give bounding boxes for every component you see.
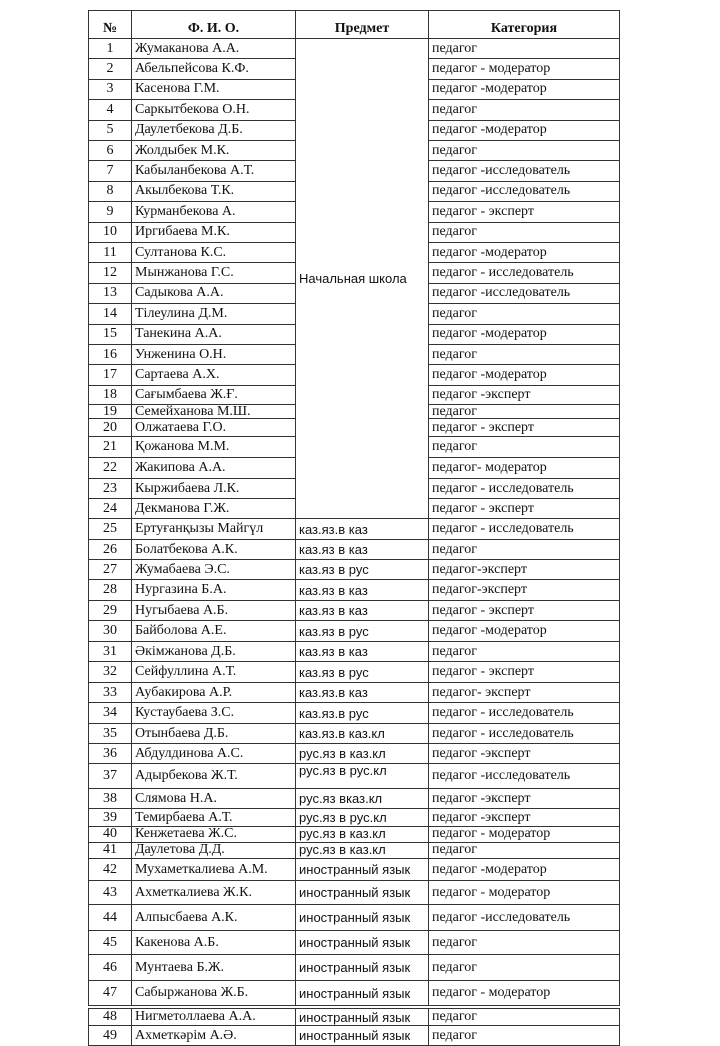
- category: педагог -модератор: [428, 79, 620, 99]
- category: педагог -исследователь: [428, 181, 620, 201]
- row-number: 29: [88, 600, 131, 620]
- row-number: 17: [88, 364, 131, 385]
- table-row: [88, 858, 620, 880]
- row-number: 16: [88, 344, 131, 364]
- teacher-name: Сейфуллина А.Т.: [131, 661, 295, 682]
- subject: каз.яз.в каз: [295, 518, 428, 539]
- row-number: 1: [88, 38, 131, 58]
- row-number: 11: [88, 242, 131, 262]
- teacher-name: Байболова А.Е.: [131, 620, 295, 641]
- row-number: 38: [88, 788, 131, 808]
- teacher-name: Аубакирова А.Р.: [131, 682, 295, 702]
- category: педагог: [428, 140, 620, 160]
- subject: каз.яз в каз: [295, 641, 428, 661]
- row-number: 14: [88, 303, 131, 323]
- category: педагог-эксперт: [428, 579, 620, 600]
- row-number: 37: [88, 763, 131, 788]
- teacher-name: Ахметкәрім А.Ә.: [131, 1025, 295, 1045]
- table-row: [88, 702, 620, 723]
- subject: каз.яз в рус: [295, 661, 428, 682]
- teacher-name: Декманова Г.Ж.: [131, 498, 295, 518]
- table-row: [88, 880, 620, 904]
- teacher-name: Жумабаева Э.С.: [131, 559, 295, 579]
- merged-subject-cell: Начальная школа: [295, 38, 428, 518]
- row-number: 26: [88, 539, 131, 559]
- row-number: 23: [88, 478, 131, 498]
- category: педагог: [428, 954, 620, 980]
- table-row: [88, 620, 620, 641]
- teacher-name: Акылбекова Т.К.: [131, 181, 295, 201]
- category: педагог - эксперт: [428, 600, 620, 620]
- teacher-name: Нигметоллаева А.А.: [131, 1008, 295, 1025]
- teacher-name: Семейханова М.Ш.: [131, 404, 295, 418]
- table-row: [88, 559, 620, 579]
- teacher-name: Әкімжанова Д.Б.: [131, 641, 295, 661]
- row-number: 12: [88, 262, 131, 282]
- category: педагог-эксперт: [428, 559, 620, 579]
- category: педагог: [428, 38, 620, 58]
- row-number: 39: [88, 808, 131, 826]
- row-number: 40: [88, 826, 131, 842]
- row-number: 4: [88, 99, 131, 119]
- table-header: [88, 10, 620, 38]
- teacher-name: Садыкова А.А.: [131, 283, 295, 303]
- teacher-name: Жакипова А.А.: [131, 457, 295, 478]
- subject: рус.яз в рус.кл: [295, 763, 428, 788]
- teacher-name: Абельпейсова К.Ф.: [131, 58, 295, 78]
- table-row: [88, 661, 620, 682]
- page-break-border: [88, 1005, 620, 1006]
- teacher-name: Тілеулина Д.М.: [131, 303, 295, 323]
- teacher-name: Какенова А.Б.: [131, 930, 295, 954]
- category: педагог - модератор: [428, 58, 620, 78]
- row-number: 41: [88, 842, 131, 858]
- subject: иностранный язык: [295, 930, 428, 954]
- table-row: [88, 1008, 620, 1025]
- teacher-name: Отынбаева Д.Б.: [131, 723, 295, 743]
- subject: каз.яз в рус: [295, 620, 428, 641]
- category: педагог - исследователь: [428, 262, 620, 282]
- row-number: 5: [88, 120, 131, 140]
- teacher-name: Кыржибаева Л.К.: [131, 478, 295, 498]
- category: педагог: [428, 1008, 620, 1025]
- teacher-name: Даулетбекова Д.Б.: [131, 120, 295, 140]
- category: педагог: [428, 303, 620, 323]
- category: педагог - исследователь: [428, 478, 620, 498]
- table-row: [88, 1025, 620, 1045]
- row-number: 44: [88, 904, 131, 930]
- teacher-name: Алпысбаева А.К.: [131, 904, 295, 930]
- row-number: 35: [88, 723, 131, 743]
- teacher-name: Унженина О.Н.: [131, 344, 295, 364]
- header-name: Ф. И. О.: [131, 10, 295, 38]
- category: педагог - эксперт: [428, 201, 620, 221]
- row-number: 45: [88, 930, 131, 954]
- table-row: [88, 723, 620, 743]
- category: педагог - модератор: [428, 880, 620, 904]
- category: педагог -модератор: [428, 858, 620, 880]
- table-row: [88, 579, 620, 600]
- category: педагог - исследователь: [428, 518, 620, 539]
- category: педагог- модератор: [428, 457, 620, 478]
- row-number: 47: [88, 980, 131, 1005]
- row-number: 30: [88, 620, 131, 641]
- row-number: 8: [88, 181, 131, 201]
- table-row: [88, 826, 620, 842]
- row-number: 31: [88, 641, 131, 661]
- row-number: 19: [88, 404, 131, 418]
- category: педагог -исследователь: [428, 160, 620, 180]
- teacher-name: Адырбекова Ж.Т.: [131, 763, 295, 788]
- subject: иностранный язык: [295, 954, 428, 980]
- category: педагог: [428, 539, 620, 559]
- table-row: [88, 763, 620, 788]
- category: педагог - модератор: [428, 826, 620, 842]
- teacher-name: Мунтаева Б.Ж.: [131, 954, 295, 980]
- table-row: [88, 930, 620, 954]
- row-number: 21: [88, 436, 131, 457]
- category: педагог -эксперт: [428, 788, 620, 808]
- row-number: 46: [88, 954, 131, 980]
- teacher-name: Жумаканова А.А.: [131, 38, 295, 58]
- subject: рус.яз в каз.кл: [295, 842, 428, 858]
- category: педагог -исследователь: [428, 283, 620, 303]
- row-number: 28: [88, 579, 131, 600]
- table-row: [88, 600, 620, 620]
- category: педагог -модератор: [428, 120, 620, 140]
- teacher-name: Нугыбаева А.Б.: [131, 600, 295, 620]
- category: педагог - эксперт: [428, 418, 620, 436]
- teacher-name: Касенова Г.М.: [131, 79, 295, 99]
- teacher-name: Кустаубаева З.С.: [131, 702, 295, 723]
- category: педагог: [428, 404, 620, 418]
- category: педагог: [428, 1025, 620, 1045]
- row-number: 34: [88, 702, 131, 723]
- teacher-name: Танекина А.А.: [131, 324, 295, 344]
- category: педагог: [428, 641, 620, 661]
- teacher-name: Ертуғанқызы Майгүл: [131, 518, 295, 539]
- category: педагог -исследователь: [428, 904, 620, 930]
- row-number: 15: [88, 324, 131, 344]
- teacher-name: Ахметкалиева Ж.К.: [131, 880, 295, 904]
- row-number: 49: [88, 1025, 131, 1045]
- teacher-name: Саркытбекова О.Н.: [131, 99, 295, 119]
- category: педагог: [428, 930, 620, 954]
- subject: каз.яз в рус: [295, 559, 428, 579]
- subject: иностранный язык: [295, 980, 428, 1005]
- subject: иностранный язык: [295, 858, 428, 880]
- teacher-name: Абдулдинова А.С.: [131, 743, 295, 763]
- subject: каз.яз.в рус: [295, 702, 428, 723]
- subject: иностранный язык: [295, 880, 428, 904]
- row-number: 3: [88, 79, 131, 99]
- category: педагог - модератор: [428, 980, 620, 1005]
- teacher-name: Даулетова Д.Д.: [131, 842, 295, 858]
- subject: каз.яз.в каз: [295, 682, 428, 702]
- table-row: [88, 682, 620, 702]
- table-row: [88, 788, 620, 808]
- subject: иностранный язык: [295, 904, 428, 930]
- table-row: [88, 641, 620, 661]
- row-number: 22: [88, 457, 131, 478]
- subject: каз.яз в каз: [295, 600, 428, 620]
- teacher-name: Мухаметкалиева А.М.: [131, 858, 295, 880]
- subject: рус.яз вказ.кл: [295, 788, 428, 808]
- teacher-name: Сабыржанова Ж.Б.: [131, 980, 295, 1005]
- subject: рус.яз в каз.кл: [295, 826, 428, 842]
- teacher-name: Сағымбаева Ж.Ғ.: [131, 385, 295, 404]
- teacher-name: Мынжанова Г.С.: [131, 262, 295, 282]
- teacher-name: Кабыланбекова А.Т.: [131, 160, 295, 180]
- row-number: 18: [88, 385, 131, 404]
- teacher-name: Болатбекова А.К.: [131, 539, 295, 559]
- subject: иностранный язык: [295, 1025, 428, 1045]
- subject: иностранный язык: [295, 1008, 428, 1025]
- row-number: 7: [88, 160, 131, 180]
- category: педагог -модератор: [428, 324, 620, 344]
- table-row: [88, 954, 620, 980]
- subject: рус.яз в каз.кл: [295, 743, 428, 763]
- header-num: №: [88, 10, 131, 38]
- category: педагог -эксперт: [428, 743, 620, 763]
- table-row: [88, 842, 620, 858]
- row-number: 32: [88, 661, 131, 682]
- row-number: 48: [88, 1008, 131, 1025]
- row-number: 25: [88, 518, 131, 539]
- teacher-name: Қожанова М.М.: [131, 436, 295, 457]
- subject: каз.яз в каз: [295, 579, 428, 600]
- category: педагог- эксперт: [428, 682, 620, 702]
- teacher-name: Жолдыбек М.К.: [131, 140, 295, 160]
- teacher-name: Олжатаева Г.О.: [131, 418, 295, 436]
- row-number: 36: [88, 743, 131, 763]
- teacher-name: Иргибаева М.К.: [131, 222, 295, 242]
- category: педагог: [428, 842, 620, 858]
- teacher-name: Курманбекова А.: [131, 201, 295, 221]
- row-number: 43: [88, 880, 131, 904]
- row-number: 42: [88, 858, 131, 880]
- teacher-name: Сартаева А.Х.: [131, 364, 295, 385]
- subject: каз.яз.в каз.кл: [295, 723, 428, 743]
- category: педагог -модератор: [428, 620, 620, 641]
- category: педагог - эксперт: [428, 498, 620, 518]
- table-row: [88, 743, 620, 763]
- category: педагог -эксперт: [428, 385, 620, 404]
- subject: рус.яз в рус.кл: [295, 808, 428, 826]
- row-number: 10: [88, 222, 131, 242]
- category: педагог -исследователь: [428, 763, 620, 788]
- category: педагог: [428, 344, 620, 364]
- category: педагог - исследователь: [428, 702, 620, 723]
- category: педагог -модератор: [428, 242, 620, 262]
- table-row: [88, 904, 620, 930]
- teacher-name: Кенжетаева Ж.С.: [131, 826, 295, 842]
- row-number: 27: [88, 559, 131, 579]
- row-number: 13: [88, 283, 131, 303]
- row-number: 2: [88, 58, 131, 78]
- teacher-name: Нургазина Б.А.: [131, 579, 295, 600]
- header-subject: Предмет: [295, 10, 428, 38]
- row-number: 24: [88, 498, 131, 518]
- category: педагог - эксперт: [428, 661, 620, 682]
- header-category: Категория: [428, 10, 620, 38]
- subject: каз.яз в каз: [295, 539, 428, 559]
- table-row: [88, 980, 620, 1005]
- table-row: [88, 808, 620, 826]
- teacher-name: Темирбаева А.Т.: [131, 808, 295, 826]
- teacher-name: Слямова Н.А.: [131, 788, 295, 808]
- table-row: [88, 539, 620, 559]
- row-number: 6: [88, 140, 131, 160]
- category: педагог - исследователь: [428, 723, 620, 743]
- row-number: 33: [88, 682, 131, 702]
- category: педагог: [428, 222, 620, 242]
- category: педагог: [428, 436, 620, 457]
- category: педагог -эксперт: [428, 808, 620, 826]
- row-number: 20: [88, 418, 131, 436]
- category: педагог: [428, 99, 620, 119]
- row-number: 9: [88, 201, 131, 221]
- teacher-name: Султанова К.С.: [131, 242, 295, 262]
- category: педагог -модератор: [428, 364, 620, 385]
- table-row: [88, 518, 620, 539]
